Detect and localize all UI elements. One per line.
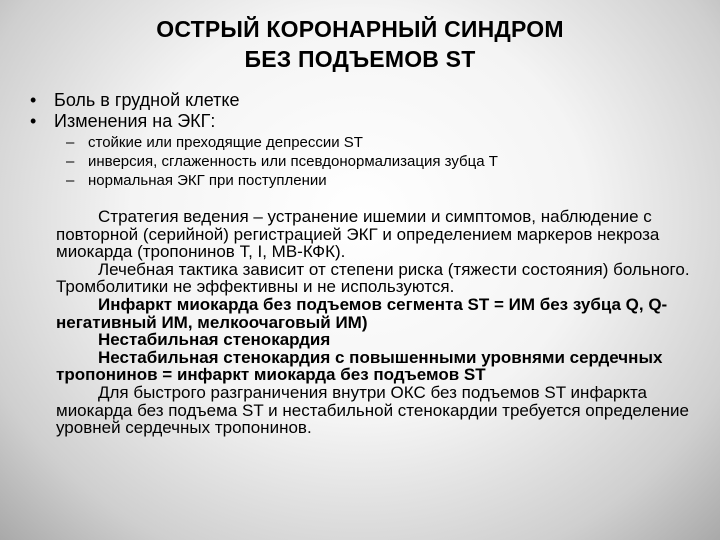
body-text [56, 208, 702, 437]
paragraph-unstable-angina: Нестабильная стенокардия [98, 330, 331, 350]
title-line-1: ОСТРЫЙ КОРОНАРНЫЙ СИНДРОМ [156, 16, 564, 42]
bullet-text: Боль в грудной клетке [54, 90, 240, 110]
bullet-item [30, 111, 690, 132]
sub-bullet-item [66, 133, 706, 152]
bullet-dot-icon: • [30, 111, 37, 131]
dash-icon: – [66, 134, 75, 151]
sub-bullet-text: стойкие или преходящие депрессии ST [88, 134, 363, 151]
slide-title [60, 14, 660, 74]
sub-bullet-item [66, 152, 706, 171]
sub-bullet-text: нормальная ЭКГ при поступлении [88, 172, 327, 189]
sub-bullet-item [66, 171, 706, 190]
bullet-list [30, 90, 690, 132]
bullet-item [30, 90, 690, 111]
bullet-text: Изменения на ЭКГ: [54, 111, 216, 131]
sub-bullet-list [66, 133, 706, 190]
paragraph-tactics: Лечебная тактика зависит от степени риска (тяжести состояния) больного. Тромболитики не эффективны и не используются. [56, 259, 690, 297]
paragraph-differentiation: Для быстрого разграничения внутри ОКС без подъемов ST инфаркта миокарда без подъема ST и нестабильной стенокардии требуется определение уровней сердечных тропонинов. [56, 382, 689, 438]
dash-icon: – [66, 172, 75, 189]
title-line-2: БЕЗ ПОДЪЕМОВ ST [244, 46, 476, 72]
bullet-dot-icon: • [30, 90, 37, 110]
sub-bullet-text: инверсия, сглаженность или псевдонормализация зубца T [88, 153, 498, 170]
paragraph-strategy: Стратегия ведения – устранение ишемии и симптомов, наблюдение с повторной (серийной) регистрацией ЭКГ и определением маркеров некроза миокарда (тропонинов Т, I, МВ-КФК). [56, 207, 660, 262]
dash-icon: – [66, 153, 75, 170]
paragraph-troponin-angina: Нестабильная стенокардия с повышенными уровнями сердечных тропонинов = инфаркт миокарда без подъемов ST [56, 347, 663, 385]
paragraph-mi-definition: Инфаркт миокарда без подъемов сегмента ST = ИМ без зубца Q, Q-негативный ИМ, мелкоочаговый ИМ) [56, 294, 668, 332]
